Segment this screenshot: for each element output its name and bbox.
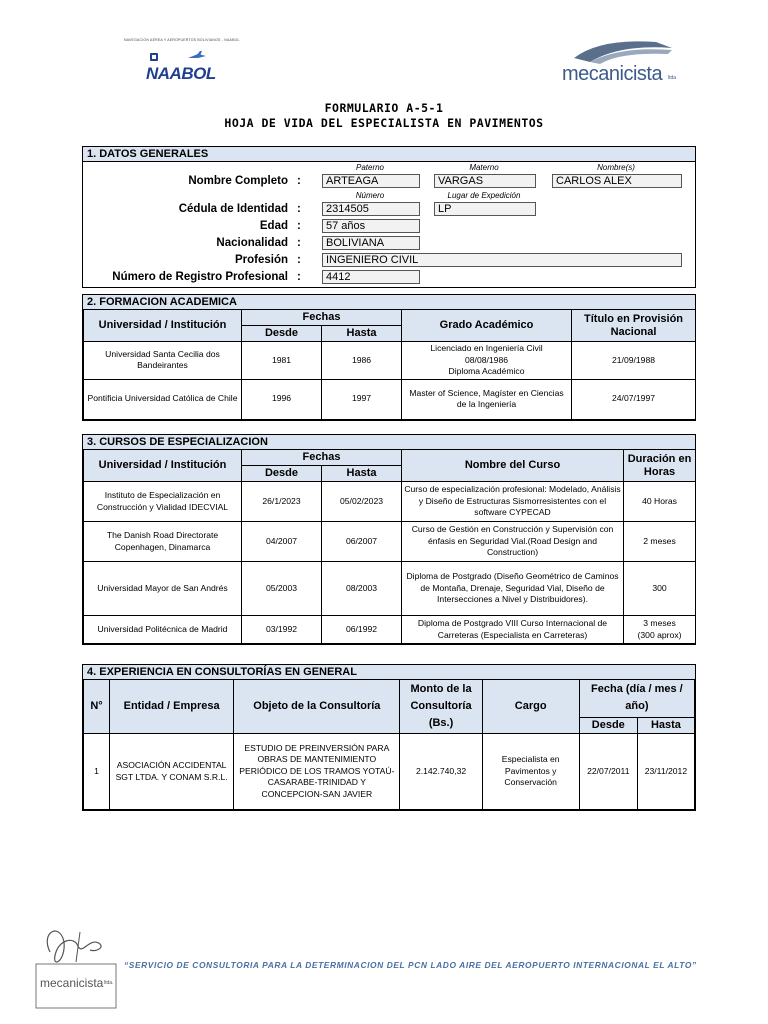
- label-profesion: Profesión: [234, 254, 288, 266]
- header-hasta: Hasta: [322, 326, 402, 342]
- cell-curso: Diploma de Postgrado VIII Curso Internacional de Carreteras (Especialista en Carreteras): [402, 616, 624, 644]
- field-nombres: CARLOS ALEX: [552, 174, 682, 188]
- section-experiencia: [82, 664, 696, 811]
- cell-universidad: Universidad Politécnica de Madrid: [84, 616, 242, 644]
- header-desde: Desde: [242, 466, 322, 482]
- header-fechas: Fechas: [242, 310, 402, 326]
- cursos-table: [83, 450, 696, 644]
- header-universidad: Universidad / Institución: [84, 310, 242, 342]
- cell-universidad: Universidad Santa Cecilia dos Bandeirantes: [84, 342, 242, 380]
- cell-universidad: Universidad Mayor de San Andrés: [84, 562, 242, 616]
- colon: :: [297, 237, 301, 249]
- header-duracion: Duración en Horas: [624, 450, 696, 482]
- cell-hasta: 1997: [322, 379, 402, 419]
- header-hasta: Hasta: [637, 717, 694, 733]
- form-title: HOJA DE VIDA DEL ESPECIALISTA EN PAVIMENTOS: [224, 116, 544, 130]
- cell-desde: 05/2003: [242, 562, 322, 616]
- field-paterno: ARTEAGA: [322, 174, 420, 188]
- signature-stamp: [30, 922, 120, 1012]
- cell-titulo: 21/09/1988: [572, 342, 696, 380]
- field-edad: 57 años: [322, 219, 420, 233]
- cell-desde: 04/2007: [242, 522, 322, 562]
- header-desde: Desde: [579, 717, 637, 733]
- cell-duracion: [624, 562, 696, 616]
- duracion-line: 3 meses: [643, 618, 676, 628]
- naabol-tagline: NAVEGACION AÉREA Y AEROPUERTOS BOLIVIANOS - NAABOL: [124, 38, 240, 42]
- field-registro: 4412: [322, 270, 420, 284]
- cell-grado: Master of Science, Magíster en Ciencias de la Ingeniería: [402, 379, 572, 419]
- caption-materno: Materno: [469, 163, 499, 172]
- header-grado: Grado Académico: [402, 310, 572, 342]
- caption-nombres: Nombre(s): [597, 163, 635, 172]
- field-nacionalidad: BOLIVIANA: [322, 236, 420, 250]
- cell-monto: 2.142.740,32: [400, 734, 482, 810]
- cell-desde: 1981: [242, 342, 322, 380]
- caption-lugar: Lugar de Expedición: [447, 191, 521, 200]
- cell-curso: Curso de especialización profesional: Modelado, Análisis y Diseño de Estructuras Sismorresistentes con el software CYPECAD: [402, 482, 624, 522]
- cell-hasta: 08/2003: [322, 562, 402, 616]
- header-num: N°: [84, 680, 110, 734]
- header-titulo: Título en Provisión Nacional: [572, 310, 696, 342]
- cell-num: 1: [84, 734, 110, 810]
- colon: :: [297, 271, 301, 283]
- cell-hasta: 1986: [322, 342, 402, 380]
- cell-curso: Curso de Gestión en Construcción y Supervisión con énfasis en Seguridad Vial.(Road Design and Construction): [402, 522, 624, 562]
- section-heading: 3. CURSOS DE ESPECIALIZACION: [83, 435, 695, 450]
- table-row: [84, 342, 696, 380]
- label-cedula: Cédula de Identidad: [178, 203, 288, 215]
- label-edad: Edad: [259, 220, 288, 232]
- caption-numero: Número: [355, 191, 385, 200]
- cell-hasta: 06/1992: [322, 616, 402, 644]
- cell-hasta: 06/2007: [322, 522, 402, 562]
- duracion-line: 300: [652, 582, 667, 593]
- duracion-line: 2 meses: [643, 535, 676, 546]
- cell-desde: 03/1992: [242, 616, 322, 644]
- grado-line: 08/08/1986: [465, 354, 509, 365]
- header-hasta: Hasta: [322, 466, 402, 482]
- naabol-wordmark: NAABOL: [146, 64, 216, 83]
- section-formacion: [82, 294, 696, 421]
- section-heading: 2. FORMACION ACADEMICA: [83, 295, 695, 310]
- label-registro: Número de Registro Profesional: [112, 271, 288, 283]
- experiencia-table: [83, 680, 695, 810]
- cell-desde: 26/1/2023: [242, 482, 322, 522]
- cell-titulo: 24/07/1997: [572, 379, 696, 419]
- duracion-line: 40 Horas: [642, 495, 677, 506]
- section-heading: 1. DATOS GENERALES: [83, 147, 695, 162]
- label-nombre: Nombre Completo: [188, 175, 288, 187]
- cell-desde: 1996: [242, 379, 322, 419]
- colon: :: [297, 175, 301, 187]
- cell-duracion: [624, 482, 696, 522]
- cell-objeto: ESTUDIO DE PREINVERSIÓN PARA OBRAS DE MANTENIMIENTO PERIÓDICO DE LOS TRAMOS YOTAÚ-CASARABE-TRINIDAD Y CONCEPCION-SAN JAVIER: [234, 734, 400, 810]
- header-curso: Nombre del Curso: [402, 450, 624, 482]
- cell-hasta: 23/11/2012: [637, 734, 694, 810]
- label-nacionalidad: Nacionalidad: [216, 237, 288, 249]
- cell-duracion: [624, 616, 696, 644]
- stamp-suffix: ltda.: [104, 980, 114, 986]
- table-row: [84, 616, 696, 644]
- header-universidad: Universidad / Institución: [84, 450, 242, 482]
- cell-cargo: Especialista en Pavimentos y Conservación: [482, 734, 579, 810]
- header-cargo: Cargo: [482, 680, 579, 734]
- header-monto: Monto de la Consultoría (Bs.): [400, 680, 482, 734]
- colon: :: [297, 220, 301, 232]
- colon: :: [297, 254, 301, 266]
- field-materno: VARGAS: [434, 174, 536, 188]
- colon: :: [297, 203, 301, 215]
- cell-desde: 22/07/2011: [579, 734, 637, 810]
- form-code: FORMULARIO A-5-1: [324, 101, 444, 115]
- header-fecha: Fecha (día / mes / año): [579, 680, 694, 717]
- table-row: [84, 522, 696, 562]
- naabol-logo: [140, 50, 220, 88]
- duracion-line: (300 aprox): [637, 629, 682, 640]
- table-row: [84, 562, 696, 616]
- cell-universidad: Pontificia Universidad Católica de Chile: [84, 379, 242, 419]
- field-ci-lugar: LP: [434, 202, 536, 216]
- header-objeto: Objeto de la Consultoría: [234, 680, 400, 734]
- caption-paterno: Paterno: [355, 163, 385, 172]
- grado-line: Licenciado en Ingeniería Civil: [430, 343, 543, 353]
- section-heading: 4. EXPERIENCIA EN CONSULTORÍAS EN GENERAL: [83, 665, 695, 680]
- header-fechas: Fechas: [242, 450, 402, 466]
- cell-universidad: The Danish Road Directorate Copenhagen, Dinamarca: [84, 522, 242, 562]
- signature-icon: [30, 922, 120, 1012]
- plane-icon: [140, 50, 220, 64]
- formacion-table: [83, 310, 696, 420]
- field-ci-numero: 2314505: [322, 202, 420, 216]
- section-cursos: [82, 434, 696, 645]
- cell-grado: [402, 342, 572, 380]
- cell-curso: Diploma de Postgrado (Diseño Geométrico de Caminos de Montaña, Drenaje, Seguridad Vial, Diseño de Intersecciones a Nivel y Distribuidores).: [402, 562, 624, 616]
- field-profesion: INGENIERO CIVIL: [322, 253, 682, 267]
- mecanicista-wordmark: mecanicista: [562, 63, 663, 85]
- cell-hasta: 05/02/2023: [322, 482, 402, 522]
- header-desde: Desde: [242, 326, 322, 342]
- footer-slogan: “SERVICIO DE CONSULTORIA PARA LA DETERMINACION DEL PCN LADO AIRE DEL AEROPUERTO INTERNACIONAL EL ALTO”: [124, 960, 697, 970]
- table-row: [84, 482, 696, 522]
- stamp-wordmark: mecanicista: [40, 976, 104, 990]
- cell-universidad: Instituto de Especialización en Construcción y Vialidad IDECVIAL: [84, 482, 242, 522]
- cell-duracion: [624, 522, 696, 562]
- table-row: [84, 379, 696, 419]
- grado-line: Diploma Académico: [448, 366, 525, 376]
- table-row: [84, 734, 695, 810]
- cell-entidad: ASOCIACIÓN ACCIDENTAL SGT LTDA. Y CONAM S.R.L.: [110, 734, 234, 810]
- mecanicista-logo: [560, 38, 680, 88]
- mecanicista-suffix: ltda: [668, 75, 677, 81]
- header-entidad: Entidad / Empresa: [110, 680, 234, 734]
